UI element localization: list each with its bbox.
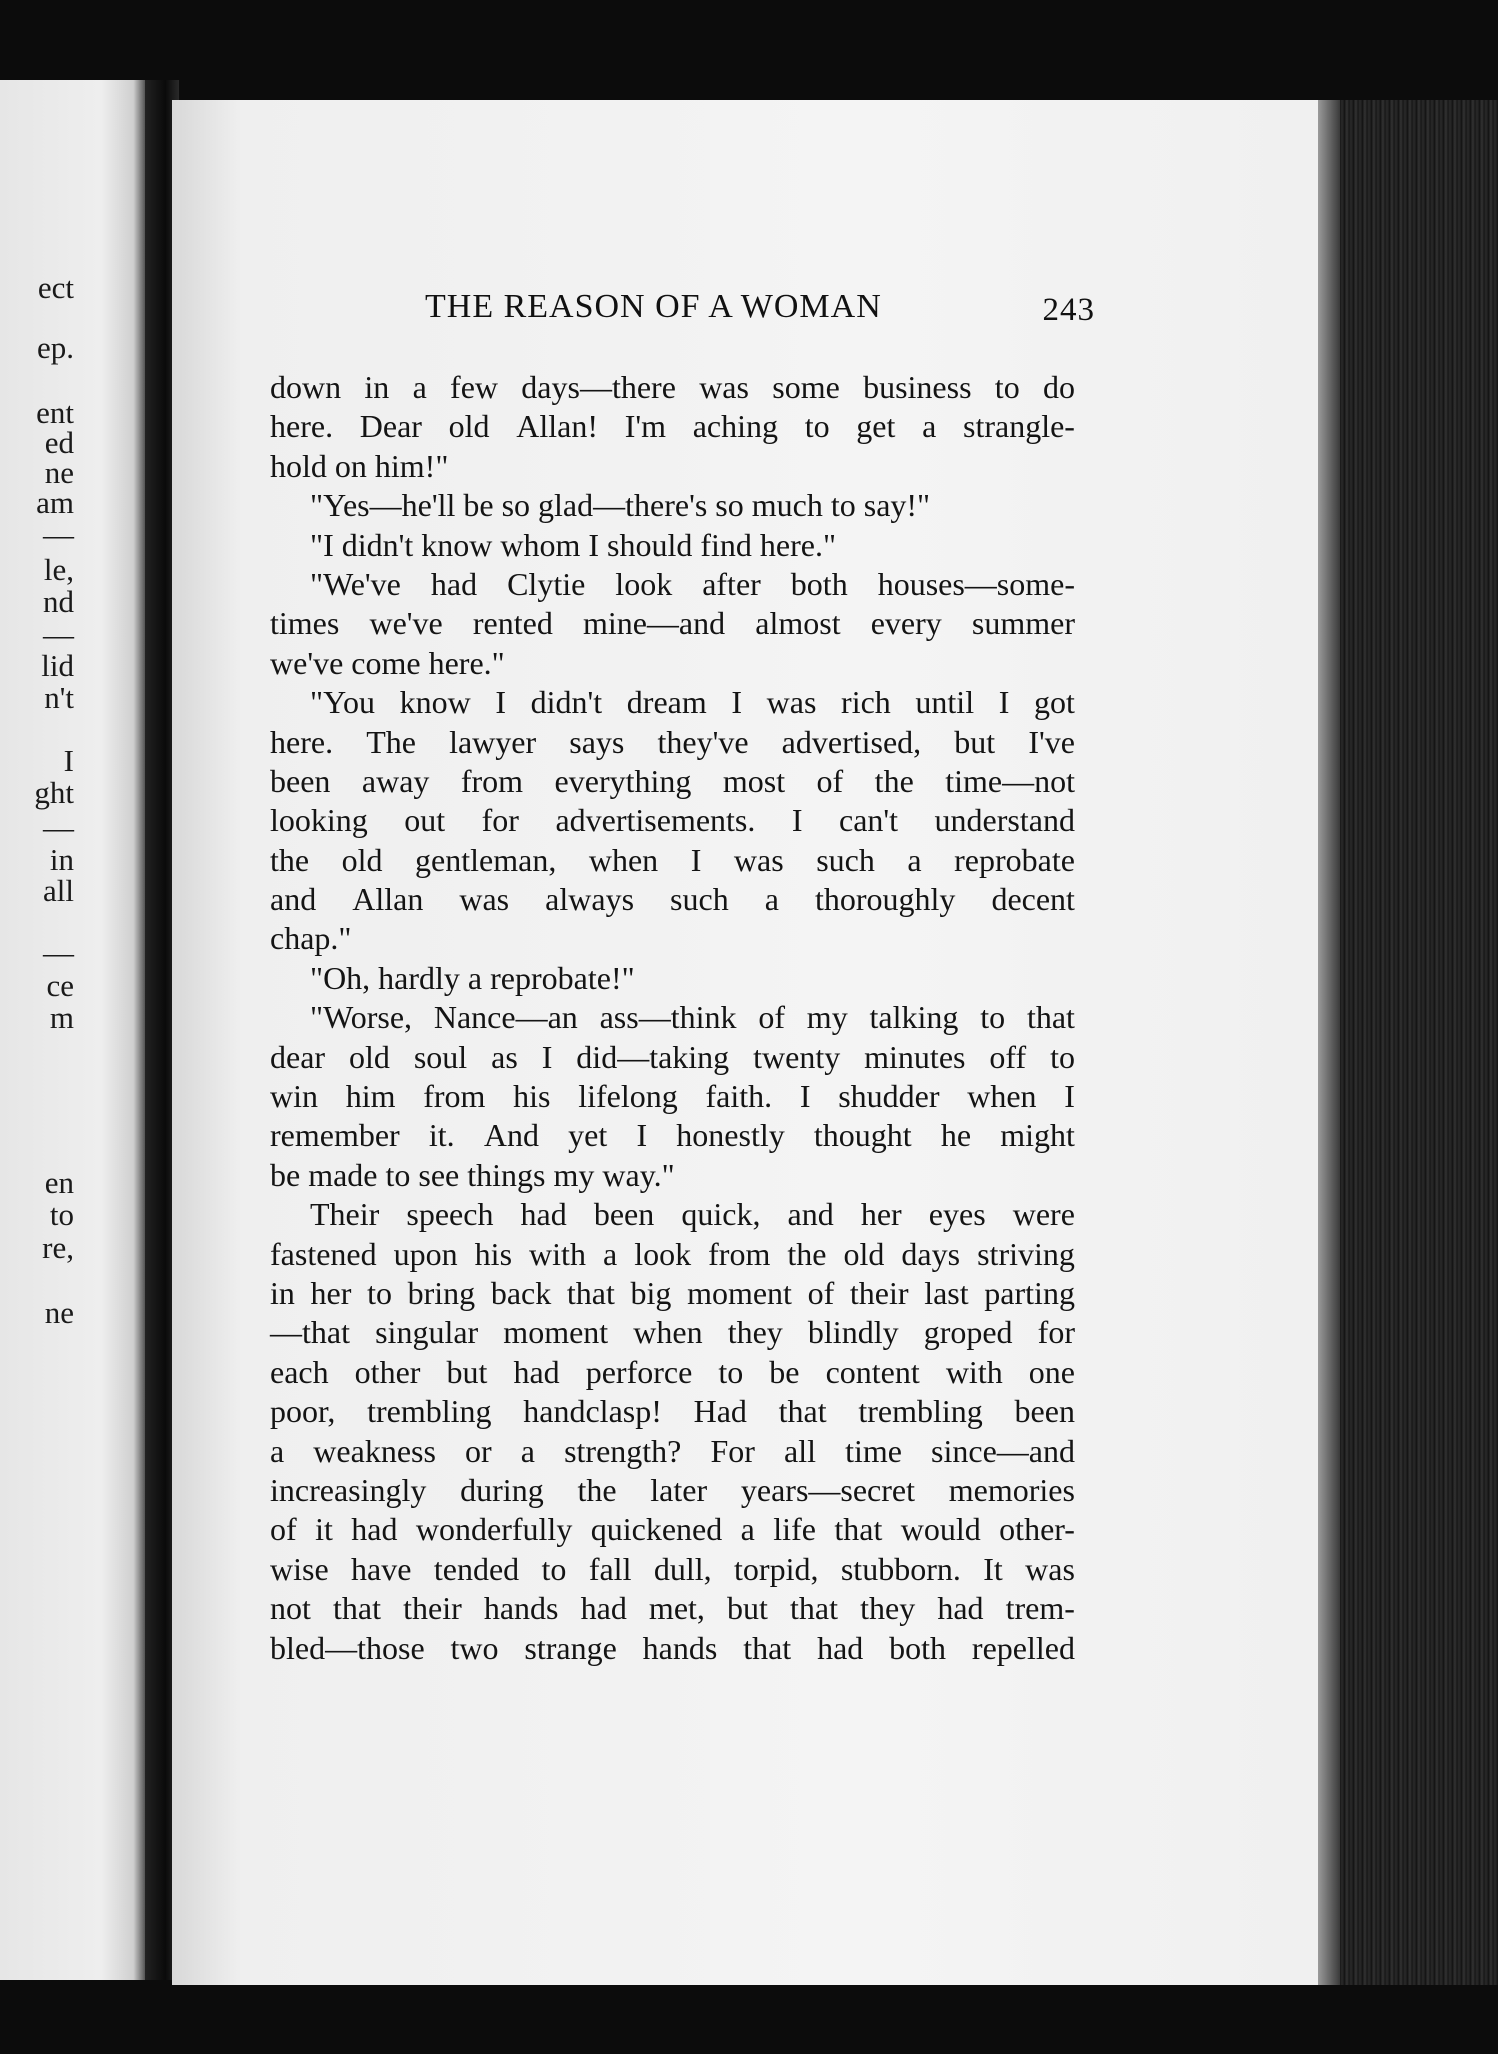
text-line: here. The lawyer says they've advertised, but I've bbox=[270, 723, 1075, 760]
text-line: of it had wonderfully quickened a life that would other- bbox=[270, 1511, 1075, 1548]
left-page-fragment: lid bbox=[41, 648, 74, 683]
left-page-fragment: ed bbox=[44, 425, 74, 460]
text-line: remember it. And yet I honestly thought he might bbox=[270, 1117, 1075, 1154]
text-line: win him from his lifelong faith. I shudder when I bbox=[270, 1078, 1075, 1115]
left-page-fragment: ect bbox=[37, 270, 74, 305]
left-page-fragment: — bbox=[43, 810, 74, 845]
text-line: bled—those two strange hands that had both repelled bbox=[270, 1629, 1075, 1666]
text-line: times we've rented mine—and almost every summer bbox=[270, 605, 1075, 642]
left-page-fragment: I bbox=[63, 743, 74, 778]
left-page-fragment: ce bbox=[46, 968, 74, 1003]
text-line: down in a few days—there was some business to do bbox=[270, 369, 1075, 405]
text-line: and Allan was always such a thoroughly decent bbox=[270, 881, 1075, 918]
running-title: THE REASON OF A WOMAN bbox=[425, 288, 882, 325]
text-line: "Yes—he'll be so glad—there's so much to say!" bbox=[310, 487, 931, 524]
text-line: fastened upon his with a look from the old days striving bbox=[270, 1235, 1075, 1272]
text-line: dear old soul as I did—taking twenty minutes off to bbox=[270, 1038, 1075, 1075]
left-page-fragment: — bbox=[43, 517, 74, 552]
text-line: not that their hands had met, but that they had trem- bbox=[270, 1590, 1075, 1627]
text-line: we've come here." bbox=[270, 644, 505, 681]
text-line: looking out for advertisements. I can't understand bbox=[270, 802, 1075, 839]
text-line: the old gentleman, when I was such a reprobate bbox=[270, 841, 1075, 878]
left-page bbox=[0, 80, 145, 1980]
left-page-fragment: m bbox=[49, 1000, 74, 1035]
text-line: be made to see things my way." bbox=[270, 1156, 675, 1193]
left-page-fragment: — bbox=[43, 935, 74, 970]
left-page-fragment: n't bbox=[44, 680, 74, 715]
body-text bbox=[270, 368, 1075, 1668]
page-edge-highlight bbox=[1318, 100, 1340, 1985]
page-number: 243 bbox=[1042, 292, 1095, 328]
left-page-fragment: ne bbox=[44, 1295, 74, 1330]
text-line: in her to bring back that big moment of their last parting bbox=[270, 1274, 1075, 1311]
left-page-fragment: nd bbox=[43, 584, 74, 619]
left-page-fragment: am bbox=[36, 485, 74, 520]
text-line: wise have tended to fall dull, torpid, stubborn. It was bbox=[270, 1550, 1075, 1587]
left-page-fragment: in bbox=[49, 842, 74, 877]
text-line: —that singular moment when they blindly groped for bbox=[270, 1314, 1075, 1351]
text-line: increasingly during the later years—secret memories bbox=[270, 1471, 1075, 1508]
text-line: been away from everything most of the time—not bbox=[270, 762, 1075, 799]
text-line: "We've had Clytie look after both houses—some- bbox=[310, 565, 1075, 602]
page-edges bbox=[1318, 100, 1498, 1985]
left-page-fragment: le, bbox=[43, 552, 74, 587]
left-page-fragment: ent bbox=[36, 395, 74, 430]
left-page-fragment: all bbox=[43, 873, 74, 908]
text-line: poor, trembling handclasp! Had that trembling been bbox=[270, 1393, 1075, 1430]
left-page-fragment: ght bbox=[34, 775, 74, 810]
left-page-fragment: en bbox=[44, 1165, 74, 1200]
left-page-fragment: ep. bbox=[36, 330, 74, 365]
text-line: "I didn't know whom I should find here." bbox=[310, 526, 837, 563]
text-line: a weakness or a strength? For all time since—and bbox=[270, 1432, 1075, 1469]
text-line: chap." bbox=[270, 920, 352, 957]
left-page-text-fragments bbox=[0, 80, 80, 1980]
text-line: "You know I didn't dream I was rich until I got bbox=[310, 684, 1075, 721]
text-line: Their speech had been quick, and her eyes were bbox=[310, 1196, 1075, 1233]
left-page-fragment: ne bbox=[44, 455, 74, 490]
left-page-fragment: re, bbox=[42, 1230, 74, 1265]
text-line: "Worse, Nance—an ass—think of my talking to that bbox=[310, 999, 1075, 1036]
text-line: "Oh, hardly a reprobate!" bbox=[310, 959, 635, 996]
text-line: here. Dear old Allan! I'm aching to get a strangle- bbox=[270, 408, 1075, 445]
left-page-fragment: to bbox=[49, 1197, 74, 1232]
text-line: each other but had perforce to be content with one bbox=[270, 1353, 1075, 1390]
text-line: hold on him!" bbox=[270, 447, 449, 484]
left-page-fragment: — bbox=[43, 617, 74, 652]
